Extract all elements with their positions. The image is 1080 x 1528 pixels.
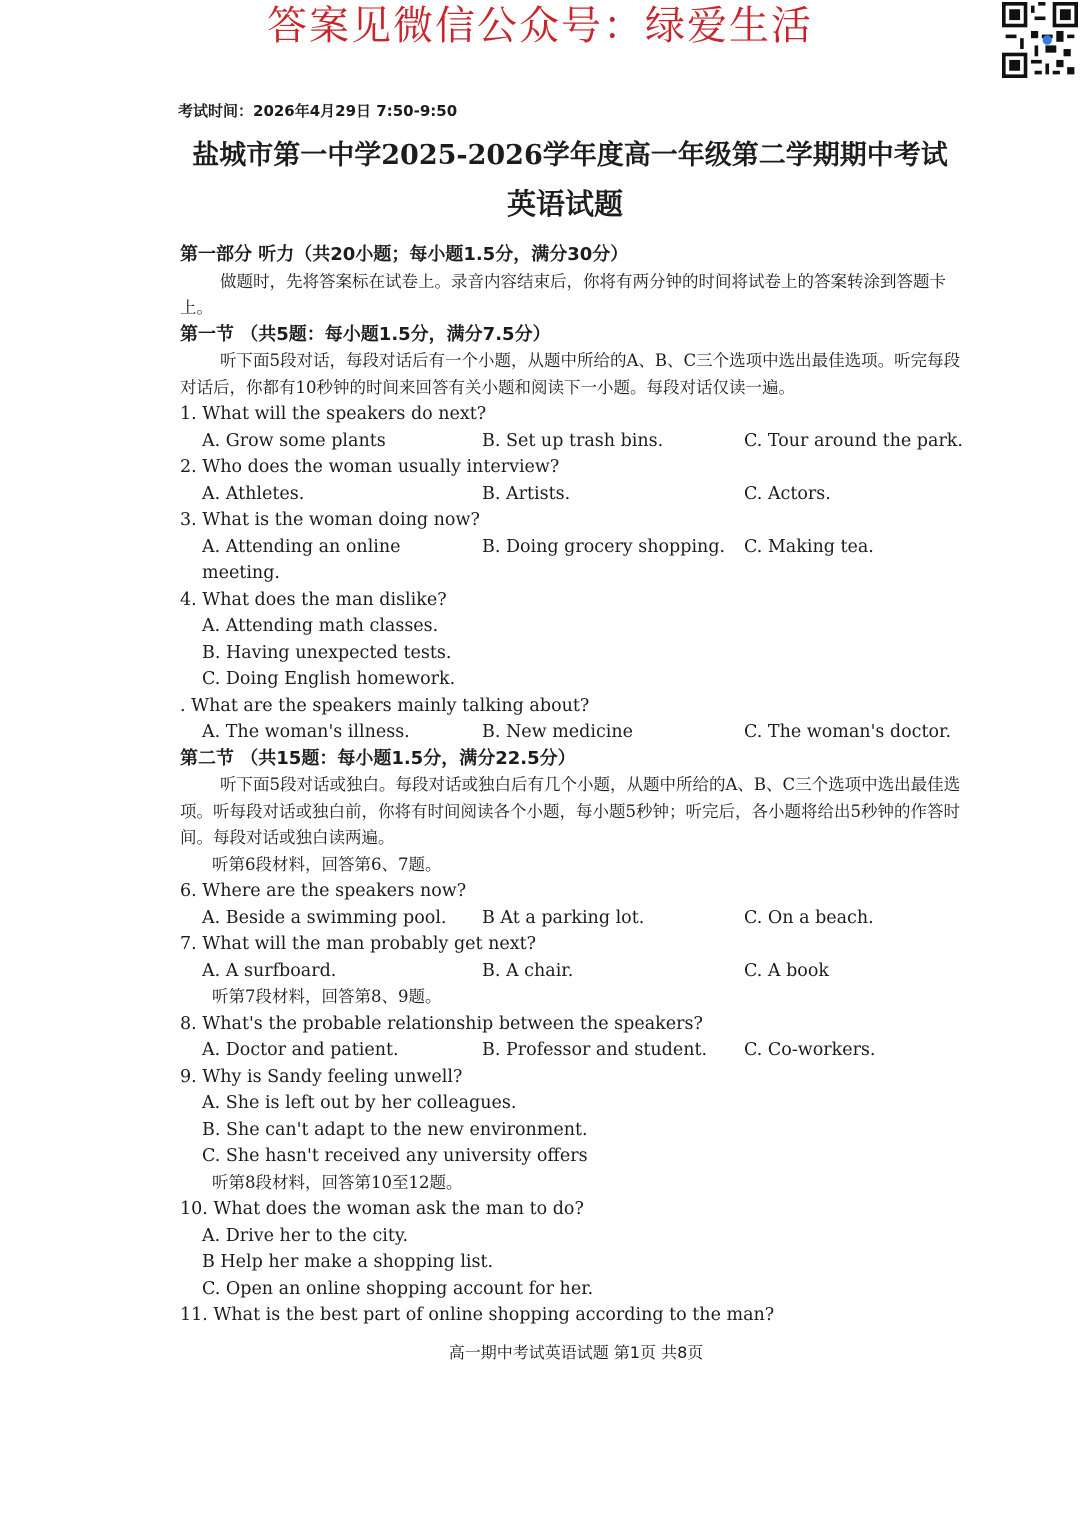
option-c: C. Co-workers. xyxy=(744,1040,876,1060)
question-6-options xyxy=(180,905,970,932)
option-c: C. Actors. xyxy=(744,483,831,504)
page-footer: 高一期中考试英语试题 第1页 共8页 xyxy=(448,1343,704,1362)
question-1: 1. What will the speakers do next? xyxy=(180,404,487,424)
watermark-banner: 答案见微信公众号：绿爱生活 xyxy=(267,3,813,49)
option-c: C. Tour around the park. xyxy=(744,430,963,451)
option-b: B. Doing grocery shopping. xyxy=(482,536,726,557)
option-b: B. Set up trash bins. xyxy=(482,430,664,451)
option-b: B. Artists. xyxy=(482,483,571,504)
instruction-passage-8: 听第8段材料，回答第10至12题。 xyxy=(212,1172,463,1192)
option-a: A. Attending an online meeting. xyxy=(202,536,401,583)
option-b: B. Professor and student. xyxy=(482,1040,708,1060)
question-8-options xyxy=(180,1037,970,1064)
part1-heading: 第一部分 听力（共20小题；每小题1.5分，满分30分） xyxy=(180,244,629,265)
option-a: A. Attending math classes. xyxy=(202,616,439,636)
option-c: C. Making tea. xyxy=(744,536,874,557)
option-a: A. Doctor and patient. xyxy=(202,1040,399,1060)
option-a: A. Drive her to the city. xyxy=(202,1225,409,1246)
exam-time: 考试时间：2026年4月29日 7:50-9:50 xyxy=(178,102,458,120)
page-title: 盐城市第一中学2025-2026学年度高一年级第二学期期中考试 xyxy=(192,140,948,171)
option-a: A. She is left out by her colleagues. xyxy=(202,1093,517,1113)
option-c: C. On a beach. xyxy=(744,907,874,928)
question-10: 10. What does the woman ask the man to do? xyxy=(180,1199,584,1219)
question-5-options xyxy=(180,719,970,746)
question-7-options xyxy=(180,958,970,985)
question-2: 2. Who does the woman usually interview? xyxy=(180,457,560,477)
option-b: B At a parking lot. xyxy=(482,907,645,928)
option-a: A. The woman's illness. xyxy=(202,722,410,742)
option-b: B. Having unexpected tests. xyxy=(202,642,452,663)
option-b: B. She can't adapt to the new environment. xyxy=(202,1119,588,1140)
instruction-passage-6: 听第6段材料，回答第6、7题。 xyxy=(212,854,442,874)
page-subtitle: 英语试题 xyxy=(506,187,623,221)
option-a: A. Beside a swimming pool. xyxy=(202,907,447,928)
option-c: C. A book xyxy=(744,960,829,981)
option-c: C. The woman's doctor. xyxy=(744,722,952,742)
question-6: 6. Where are the speakers now? xyxy=(180,881,467,901)
question-3: 3. What is the woman doing now? xyxy=(180,510,480,530)
section1-intro: 听下面5段对话，每段对话后有一个小题，从题中所给的A、B、C三个选项中选出最佳选项。听完每段对话后，你都有10秒钟的时间来回答有关小题和阅读下一小题。每段对话仅读一遍。 xyxy=(180,351,961,397)
exam-body xyxy=(180,242,970,1329)
option-c: C. Open an online shopping account for her. xyxy=(202,1278,594,1299)
part1-intro: 做题时，先将答案标在试卷上。录音内容结束后，你将有两分钟的时间将试卷上的答案转涂到答题卡上。 xyxy=(180,271,946,317)
option-a: A. Grow some plants xyxy=(202,430,386,451)
option-b: B. A chair. xyxy=(482,960,574,981)
question-2-options xyxy=(180,481,970,508)
question-11: 11. What is the best part of online shopping according to the man? xyxy=(180,1305,775,1325)
instruction-passage-7: 听第7段材料，回答第8、9题。 xyxy=(212,987,442,1006)
question-4: 4. What does the man dislike? xyxy=(180,589,447,610)
option-a: A. A surfboard. xyxy=(202,960,337,981)
option-c: C. Doing English homework. xyxy=(202,669,456,689)
section1-heading: 第一节 （共5题：每小题1.5分，满分7.5分） xyxy=(180,323,551,345)
option-c: C. She hasn't received any university offers xyxy=(202,1146,588,1166)
question-9: 9. Why is Sandy feeling unwell? xyxy=(180,1066,463,1087)
option-b: B. New medicine xyxy=(482,722,633,742)
option-a: A. Athletes. xyxy=(202,483,305,504)
question-3-options xyxy=(180,534,970,587)
question-1-options xyxy=(180,428,970,455)
section2-intro: 听下面5段对话或独白。每段对话或独白后有几个小题，从题中所给的A、B、C三个选项中选出最佳选项。听每段对话或独白前，你将有时间阅读各个小题，每小题5秒钟；听完后，各小题将给出5秒钟的作答时间。每段对话或独白读两遍。 xyxy=(180,775,961,847)
qr-code-icon xyxy=(1002,2,1078,78)
question-7: 7. What will the man probably get next? xyxy=(180,934,537,954)
question-8: 8. What's the probable relationship between the speakers? xyxy=(180,1013,703,1034)
question-5: . What are the speakers mainly talking about? xyxy=(180,695,590,716)
section2-heading: 第二节 （共15题：每小题1.5分，满分22.5分） xyxy=(180,747,576,769)
option-b: B Help her make a shopping list. xyxy=(202,1252,494,1272)
